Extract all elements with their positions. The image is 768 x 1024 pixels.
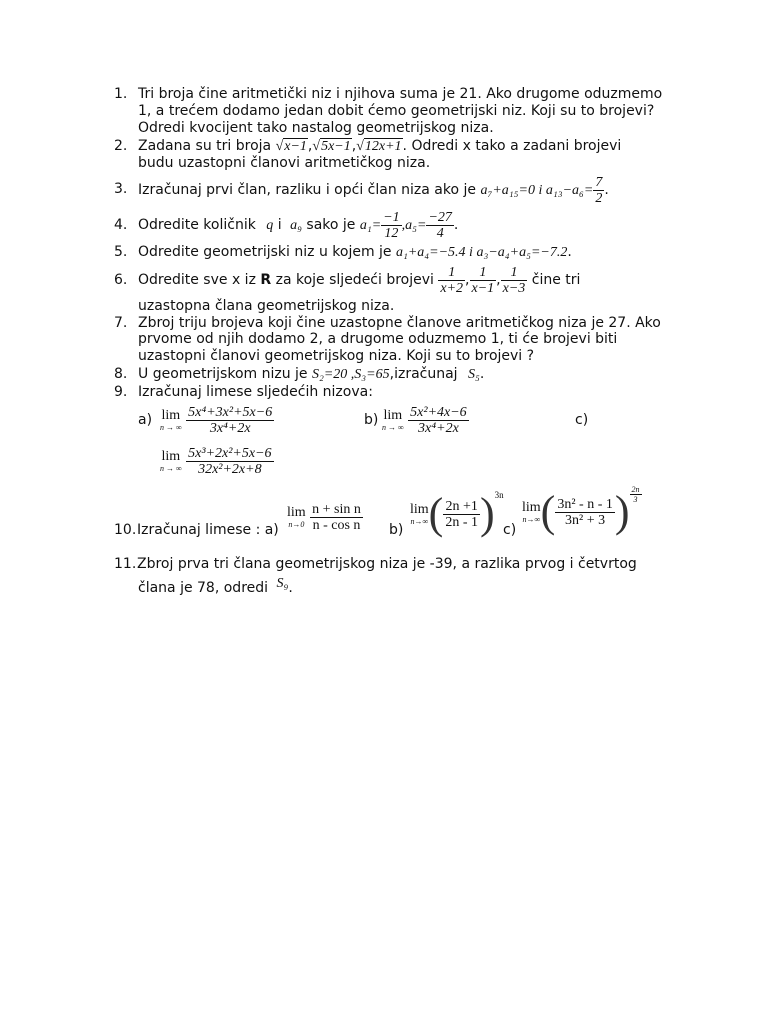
term-a5: ,a₅=: [401, 218, 427, 233]
term-a9: a₉: [290, 218, 302, 233]
problem-6-line-2: uzastopna člana geometrijskog niza.: [138, 298, 395, 314]
problem-1-number: 1.: [114, 86, 128, 102]
quotient-q: q: [266, 218, 274, 233]
problem-9-line: Izračunaj limese sljedećih nizova:: [138, 384, 373, 400]
problem-7-line-2: prvome od njih dodamo 2, a drugome oduzmemo 1, ti će brojevi biti: [138, 331, 618, 347]
problem-2-text-a: Zadana su tri broja: [138, 138, 272, 154]
problem-9a-fraction: $\frac{\text{5x⁴+3x²+5x−6}}{\text{3x⁴+2x}}$: [188, 404, 273, 436]
sqrt-5x-minus-1: √5x−1: [312, 139, 351, 154]
problem-5-line: Odredite geometrijski niz u kojem je a₁+a₄=−5.4 i a₃−a₄+a₅=−7.2.: [138, 244, 572, 260]
limit-operator: lim n→∞: [522, 499, 541, 524]
problem-11-number: 11.: [114, 556, 137, 572]
problem-4-text-c: sako je: [306, 217, 356, 233]
problem-1-line-1: Tri broja čine aritmetički niz i njihova suma je 21. Ako drugome oduzmemo: [138, 86, 663, 102]
problem-9a-label: a): [138, 412, 153, 428]
sum-s5: S₅: [468, 367, 480, 382]
problem-8-text-b: ,izračunaj: [389, 366, 458, 382]
problem-1-line-2: 1, a trećem dodamo jedan dobit ćemo geometrijski niz. Koji su to brojevi?: [138, 103, 655, 119]
real-numbers-symbol: R: [260, 272, 272, 288]
problem-3-number: 3.: [114, 181, 128, 197]
problem-1-line-3: Odredi kvocijent tako nastalog geometrijskog niza.: [138, 120, 494, 136]
problem-3-text: Izračunaj prvi član, razliku i opći član niza ako je: [138, 182, 477, 198]
problem-9c-limit: [160, 444, 274, 478]
problem-9b-label: b): [364, 412, 379, 428]
problem-6-line-1: Odredite sve x iz R za koje sljedeći brojevi $\frac{1}{x+2}$ , $\frac{1}{x-1}$ , $\frac{1}{x-3}$ čine tri: [138, 264, 581, 296]
sqrt-12x-plus-1: √12x+1: [356, 139, 402, 154]
term-a1: a₁=: [359, 218, 382, 233]
problem-5-expression: a₁+a₄=−5.4 i a₃−a₄+a₅=−7.2: [395, 245, 568, 260]
problem-2-line-2: budu uzastopni članovi aritmetičkog niza.: [138, 155, 431, 171]
problem-10c-label: c): [503, 522, 517, 538]
problem-9a-limit: [160, 403, 274, 437]
problem-8-number: 8.: [114, 366, 128, 382]
problem-6-text-b: za koje sljedeći brojevi: [275, 272, 434, 288]
limit-operator: lim n→0: [287, 504, 306, 529]
problem-10b-fraction: $\frac{2n +1}{2n - 1}$: [445, 498, 478, 530]
problem-3-expression: a₇+a₁₅=0 i a₁₃−a₆=: [480, 183, 594, 198]
problem-8-line: U geometrijskom nizu je S₂=20 ,S₃=65,izračunaj S₅.: [138, 366, 485, 382]
problem-7-line-1: Zbroj triju brojeva koji čine uzastopne članove aritmetičkog niza je 27. Ako: [138, 315, 661, 331]
fraction-1-over-x-minus-1: $\frac{1}{x-1}$: [471, 264, 495, 296]
problem-11-text-b: .: [288, 580, 293, 596]
problem-3-line: Izračunaj prvi član, razliku i opći član niza ako je a₇+a₁₅=0 i a₁₃−a₆= $\frac{7}{2}$ .: [138, 174, 609, 206]
fraction-7-over-2: $\frac{7}{2}$: [595, 174, 603, 206]
limit-operator: lim n → ∞: [160, 407, 182, 432]
problem-4-text-b: i: [277, 217, 282, 233]
limit-operator: lim n → ∞: [160, 448, 182, 473]
problem-10-number: 10.: [114, 522, 137, 538]
problem-6-number: 6.: [114, 272, 128, 288]
problem-11-text-a: člana je 78, odredi: [138, 580, 269, 596]
problem-7-number: 7.: [114, 315, 128, 331]
problem-10-text: Izračunaj limese : a): [137, 522, 279, 538]
right-paren-icon: ): [614, 487, 630, 536]
problem-5-text: Odredite geometrijski niz u kojem je: [138, 244, 392, 260]
problem-10a-fraction: $\frac{\text{n + sin n}}{\text{n - cos n}}$: [312, 501, 361, 533]
fraction-minus1-over-12: $\frac{-1}{12}$: [383, 209, 400, 241]
sum-s9: S₉: [276, 576, 289, 591]
problem-10b-limit: [410, 489, 504, 538]
problem-9c-label: c): [575, 412, 589, 428]
problem-4-number: 4.: [114, 217, 128, 233]
problem-6-text-c: čine tri: [531, 272, 581, 288]
problem-10c-exponent: $\frac{2n}{3}$: [631, 484, 640, 504]
problem-4-text-a: Odredite količnik: [138, 217, 256, 233]
problem-11-line-1: Zbroj prva tri člana geometrijskog niza je -39, a razlika prvog i četvrtog: [137, 556, 637, 572]
problem-8-text-a: U geometrijskom nizu je: [138, 366, 308, 382]
problem-9-number: 9.: [114, 384, 128, 400]
problem-8-expression: S₂=20 ,S₃=65: [311, 367, 390, 382]
problem-10c-limit: [522, 484, 642, 536]
fraction-1-over-x-plus-2: $\frac{1}{x+2}$: [440, 264, 464, 296]
left-paren-icon: (: [540, 487, 556, 536]
right-paren-icon: ): [480, 489, 495, 538]
problem-2-line-1: Zadana su tri broja √x−1,√5x−1,√12x+1. Odredi x tako a zadani brojevi: [138, 138, 622, 154]
limit-operator: lim n→∞: [410, 501, 429, 526]
fraction-minus27-over-4: $\frac{-27}{4}$: [428, 209, 452, 241]
problem-9c-fraction: $\frac{\text{5x³+2x²+5x−6}}{\text{32x²+2x+8}}$: [188, 445, 272, 477]
problem-11-line-2: [138, 576, 293, 597]
left-paren-icon: (: [428, 489, 444, 538]
problem-6-text-a: Odredite sve x iz: [138, 272, 256, 288]
problem-7-line-3: uzastopni članovi geometrijskog niza. Koji su to brojevi ?: [138, 348, 535, 364]
problem-4-line: Odredite količnik q i a₉ sako je a₁= $\frac{-1}{12}$ ,a₅= $\frac{-27}{4}$ .: [138, 209, 459, 241]
fraction-1-over-x-minus-3: $\frac{1}{x-3}$: [502, 264, 526, 296]
problem-9b-limit: [382, 403, 469, 437]
problem-5-number: 5.: [114, 244, 128, 260]
problem-10b-label: b): [389, 522, 404, 538]
problem-2-number: 2.: [114, 138, 128, 154]
problem-2-text-b: . Odredi x tako a zadani brojevi: [402, 138, 622, 154]
problem-10a-limit: [287, 498, 363, 536]
limit-operator: lim n → ∞: [382, 407, 404, 432]
problem-10b-exponent: 3n: [494, 490, 504, 501]
problem-9b-fraction: $\frac{\text{5x²+4x−6}}{\text{3x⁴+2x}}$: [410, 404, 467, 436]
sqrt-x-minus-1: √x−1: [275, 139, 307, 154]
problem-10c-fraction: $\frac{\text{3n² - n - 1}}{\text{3n² + 3}}$: [557, 496, 613, 528]
